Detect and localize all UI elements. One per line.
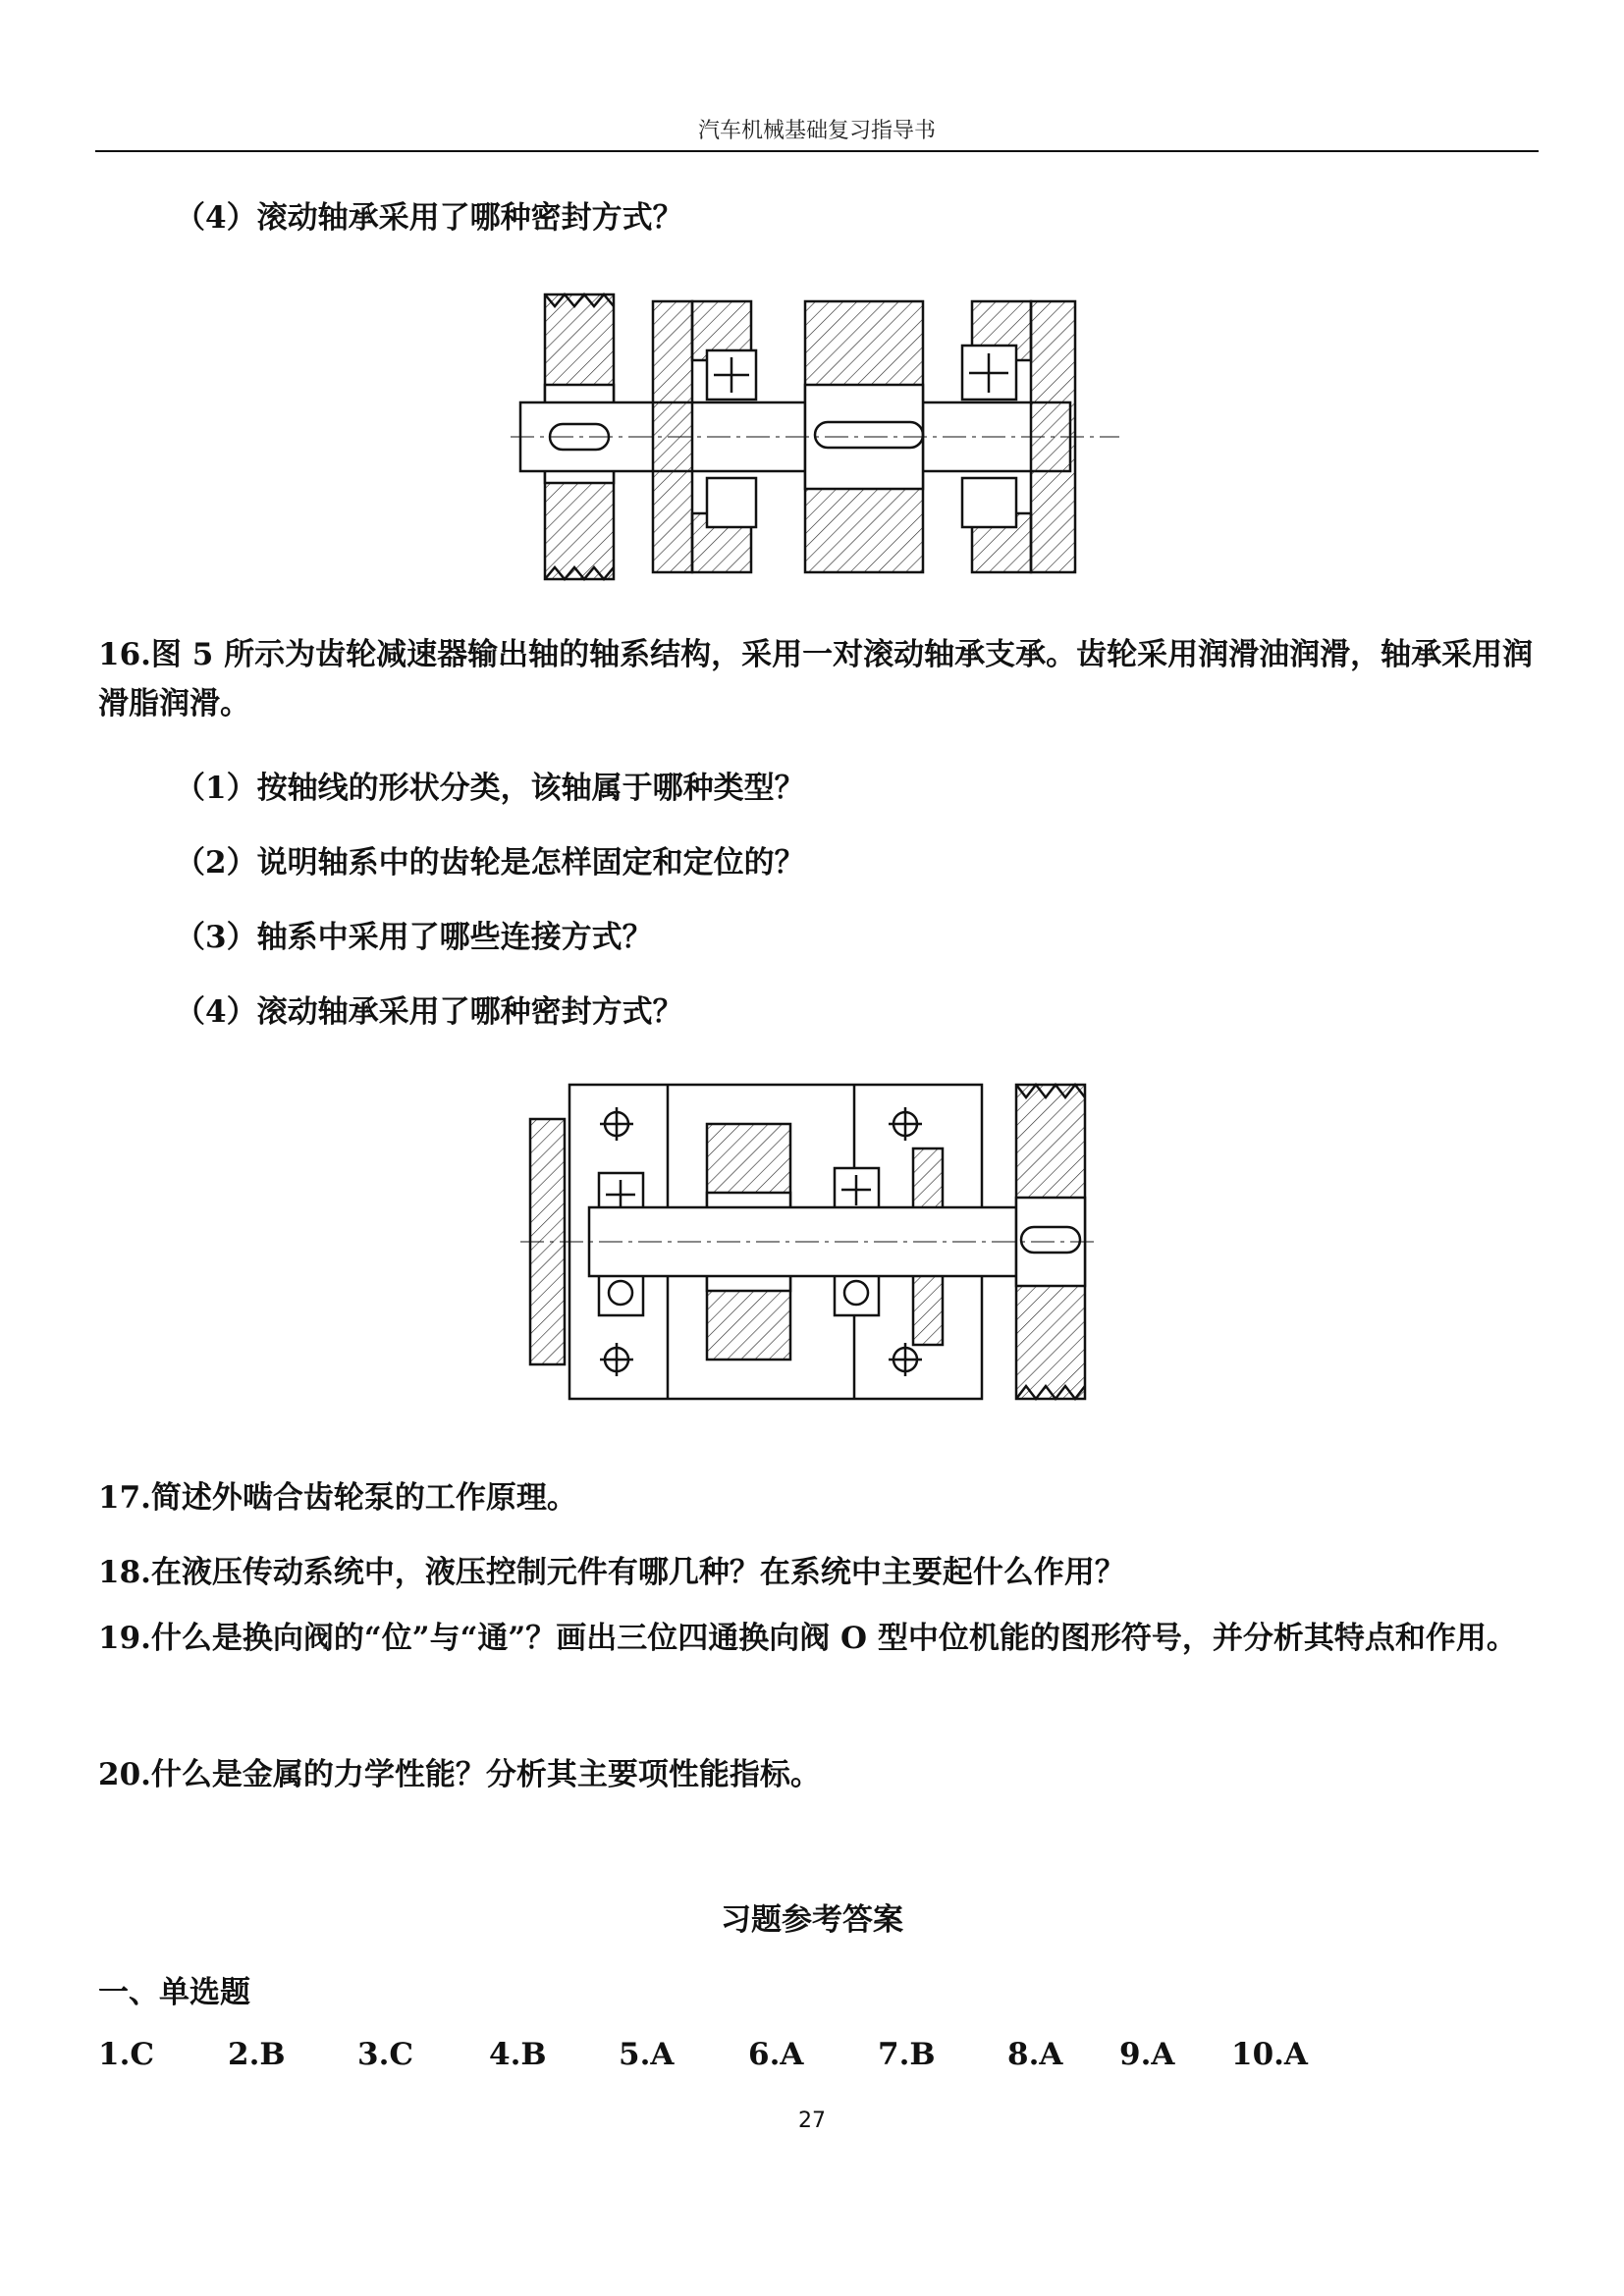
q17: 17.简述外啮合齿轮泵的工作原理。 — [98, 1480, 577, 1516]
answer-item: 3.C — [357, 2037, 414, 2072]
answer-item: 6.A — [748, 2037, 804, 2072]
answer-item: 1.C — [98, 2037, 155, 2072]
q16-item4: （4）滚动轴承采用了哪种密封方式？ — [175, 994, 683, 1030]
q16-item3: （3）轴系中采用了哪些连接方式？ — [175, 920, 653, 955]
answer-item: 7.B — [878, 2037, 936, 2072]
q16-item1: （1）按轴线的形状分类，该轴属于哪种类型？ — [175, 771, 805, 806]
answer-item: 4.B — [489, 2037, 547, 2072]
q18: 18.在液压传动系统中，液压控制元件有哪几种？在系统中主要起什么作用？ — [98, 1555, 1125, 1590]
q19: 19.什么是换向阀的“位”与“通”？画出三位四通换向阀 O 型中位机能的图形符号，并分析其特点和作用。 — [98, 1621, 1517, 1656]
q16-stem: 16.图 5 所示为齿轮减速器输出轴的轴系结构，采用一对滚动轴承支承。齿轮采用润滑油润滑，轴承采用润滑脂润滑。 — [98, 637, 1534, 721]
answer-item: 5.A — [619, 2037, 675, 2072]
answer-item: 2.B — [228, 2037, 286, 2072]
answer-item: 10.A — [1231, 2037, 1308, 2072]
answers-subsection: 一、单选题 — [98, 1975, 250, 2010]
answer-item: 9.A — [1119, 2037, 1175, 2072]
shaft-assembly-figure-1 — [511, 287, 1119, 587]
page-number: 27 — [798, 2109, 826, 2133]
answers-title: 习题参考答案 — [721, 1902, 903, 1938]
header-rule — [95, 150, 1539, 152]
q15-item4: （4）滚动轴承采用了哪种密封方式？ — [175, 200, 683, 236]
q16-item2: （2）说明轴系中的齿轮是怎样固定和定位的？ — [175, 845, 805, 881]
answer-item: 8.A — [1007, 2037, 1063, 2072]
reducer-output-shaft-figure — [520, 1080, 1100, 1404]
q20: 20.什么是金属的力学性能？分析其主要项性能指标。 — [98, 1757, 821, 1792]
running-header: 汽车机械基础复习指导书 — [697, 119, 936, 143]
